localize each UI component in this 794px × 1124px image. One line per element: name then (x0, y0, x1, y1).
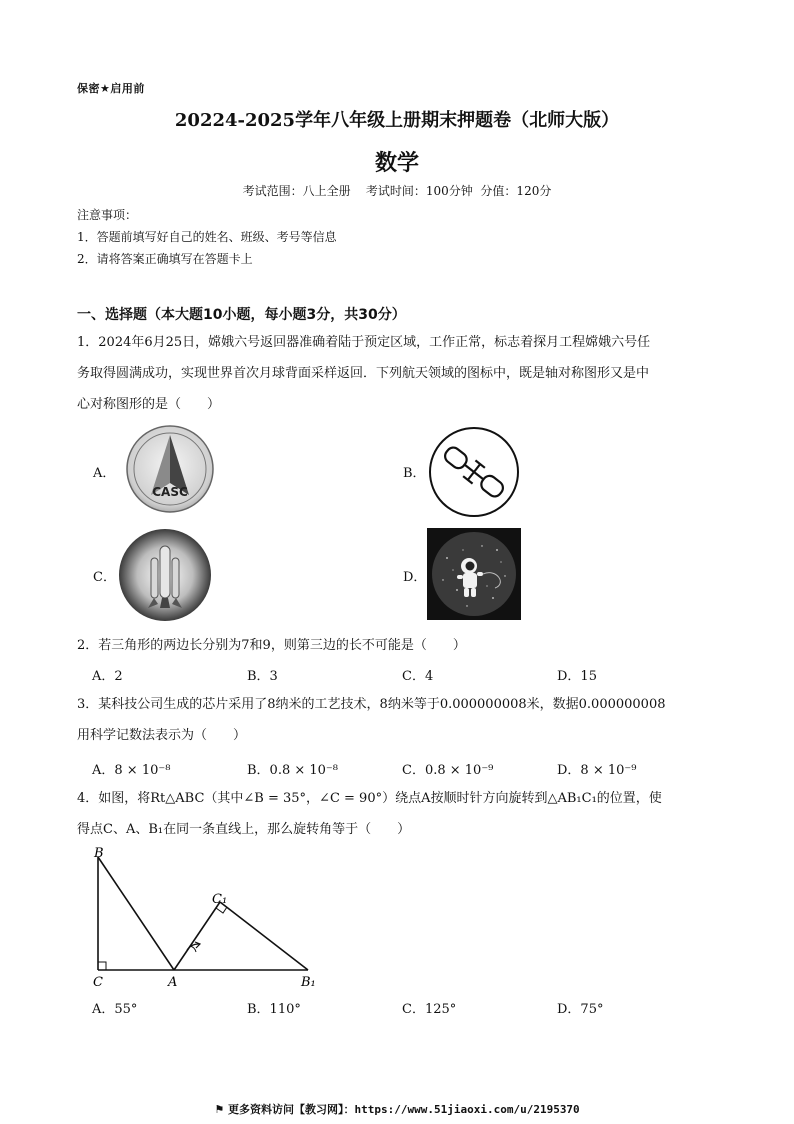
question-4-stem (77, 783, 717, 845)
confidential-label: 保密★启用前 (77, 82, 145, 95)
casc-logo-icon (126, 425, 214, 513)
vertex-b-label: B (94, 846, 104, 861)
subject-title: 数学 (374, 151, 419, 176)
q2-option-d[interactable]: D．15 (557, 669, 597, 684)
q3-option-a[interactable]: A．8 × 10⁻⁸ (92, 763, 171, 778)
flag-icon: ⚑ (214, 1103, 229, 1116)
question-3-stem (77, 689, 717, 751)
casc-emblem-image[interactable] (126, 425, 214, 517)
q4-option-d[interactable]: D．75° (557, 1002, 604, 1017)
footer-text[interactable]: 更多资料访问【教习网】：https://www.51jiaoxi.com/u/2195370 (228, 1103, 580, 1116)
vertex-c1-label: C₁ (212, 892, 228, 907)
vertex-c-label: C (93, 975, 103, 990)
exam-title: 20224-2025学年八年级上册期末押题卷（北师大版） (174, 110, 620, 131)
question-line: 得点C、A、B₁在同一条直线上，那么旋转角等于（ ） (77, 822, 411, 837)
option-d-label[interactable]: D． (403, 570, 427, 585)
option-c-label[interactable]: C． (93, 570, 116, 585)
exam-scope-info: 考试范围：八上全册 考试时间：100分钟 分值：120分 (242, 184, 552, 198)
question-line: 务取得圆满成功，实现世界首次月球背面采样返回．下列航天领域的图标中，既是轴对称图形又是中 (77, 366, 650, 381)
notes-block (77, 204, 337, 270)
casc-text: CASC (152, 485, 188, 499)
question-2-stem: 2．若三角形的两边长分别为7和9，则第三边的长不可能是（ ） (77, 638, 466, 653)
q4-option-b[interactable]: B．110° (247, 1002, 301, 1017)
question-line: 心对称图形的是（ ） (77, 397, 221, 412)
q4-option-c[interactable]: C．125° (402, 1002, 457, 1017)
rotation-triangle-figure (86, 842, 326, 996)
satellite-symbol-image[interactable] (428, 426, 520, 522)
q3-option-d[interactable]: D．8 × 10⁻⁹ (557, 763, 637, 778)
q2-option-b[interactable]: B．3 (247, 669, 278, 684)
q2-option-c[interactable]: C．4 (402, 669, 434, 684)
q2-option-a[interactable]: A．2 (92, 669, 123, 684)
question-3-options (92, 759, 712, 779)
question-line: 1．2024年6月25日，嫦娥六号返回器准确着陆于预定区域，工作正常，标志着探月工程嫦娥六号任 (77, 335, 651, 350)
question-4-options (92, 998, 712, 1018)
q4-option-a[interactable]: A．55° (92, 1002, 138, 1017)
question-2-options (92, 665, 712, 685)
satellite-icon (428, 426, 520, 518)
option-b-label[interactable]: B． (403, 466, 426, 481)
question-line: 用科学记数法表示为（ ） (77, 728, 247, 743)
option-a-label[interactable]: A． (93, 466, 116, 481)
section-heading: 一、选择题（本大题10小题，每小题3分，共30分） (77, 307, 406, 323)
astronaut-icon (427, 528, 521, 620)
space-shuttle-image[interactable] (118, 528, 212, 626)
astronaut-image[interactable] (427, 528, 521, 624)
notes-heading: 注意事项： (77, 208, 138, 222)
note-item: 1．答题前填写好自己的姓名、班级、考号等信息 (77, 230, 337, 244)
note-item: 2．请将答案正确填写在答题卡上 (77, 252, 253, 266)
triangle-diagram (86, 842, 326, 992)
vertex-b1-label: B₁ (301, 975, 316, 990)
q3-option-b[interactable]: B．0.8 × 10⁻⁸ (247, 763, 339, 778)
question-1-stem (77, 327, 717, 420)
question-line: 3．某科技公司生成的芯片采用了8纳米的工艺技术，8纳米等于0.000000008米，数据0.000000008 (77, 697, 666, 712)
q3-option-c[interactable]: C．0.8 × 10⁻⁹ (402, 763, 494, 778)
vertex-a-label: A (168, 975, 178, 990)
footer-link[interactable] (0, 1101, 794, 1117)
question-line: 4．如图，将Rt△ABC（其中∠B = 35°，∠C = 90°）绕点A按顺时针方向旋转到△AB₁C₁的位置，使 (77, 791, 662, 806)
shuttle-icon (118, 528, 212, 622)
